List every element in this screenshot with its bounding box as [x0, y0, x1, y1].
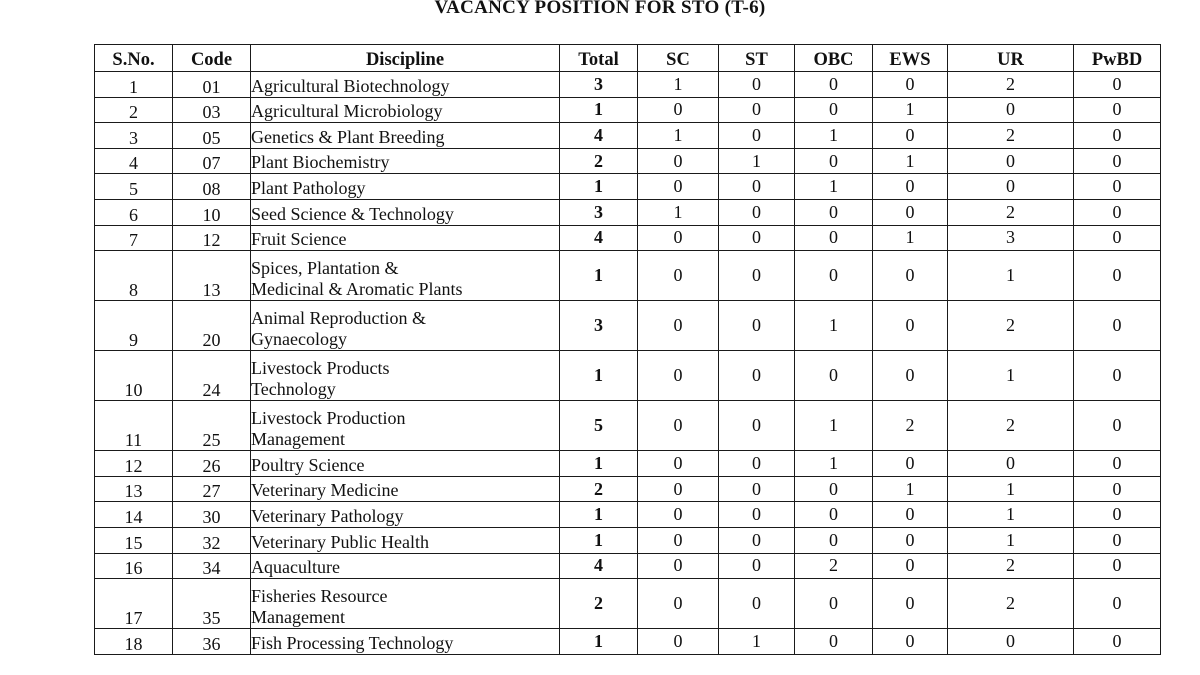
pwbd-cell: 0 — [1074, 451, 1161, 477]
ur-cell: 2 — [948, 199, 1074, 225]
obc-cell: 0 — [795, 502, 873, 528]
sc-cell: 0 — [638, 174, 719, 200]
ur-cell: 1 — [948, 351, 1074, 401]
discipline-line: Medicinal & Aromatic Plants — [251, 279, 463, 300]
pwbd-cell: 0 — [1074, 476, 1161, 502]
header-row — [95, 45, 1161, 72]
st-cell: 0 — [719, 451, 795, 477]
discipline-line: Fisheries Resource — [251, 586, 388, 607]
code-cell: 34 — [173, 553, 251, 579]
ews-cell: 0 — [873, 72, 948, 98]
table-row — [95, 123, 1161, 149]
obc-cell: 0 — [795, 476, 873, 502]
discipline-cell — [251, 251, 560, 301]
discipline-line: Livestock Production — [251, 408, 406, 429]
discipline-line: Genetics & Plant Breeding — [251, 126, 445, 147]
discipline-cell — [251, 351, 560, 401]
discipline-cell — [251, 225, 560, 251]
code-cell: 03 — [173, 97, 251, 123]
sno-cell: 6 — [95, 199, 173, 225]
st-cell: 0 — [719, 72, 795, 98]
ur-cell: 2 — [948, 123, 1074, 149]
obc-cell: 0 — [795, 251, 873, 301]
ews-cell: 1 — [873, 476, 948, 502]
total-cell: 1 — [560, 174, 638, 200]
sc-cell: 0 — [638, 301, 719, 351]
st-cell: 0 — [719, 476, 795, 502]
code-cell: 05 — [173, 123, 251, 149]
sno-cell: 14 — [95, 502, 173, 528]
ur-cell: 1 — [948, 251, 1074, 301]
obc-cell: 0 — [795, 225, 873, 251]
pwbd-cell: 0 — [1074, 527, 1161, 553]
pwbd-cell: 0 — [1074, 629, 1161, 655]
discipline-cell — [251, 148, 560, 174]
discipline-cell — [251, 476, 560, 502]
table-row — [95, 97, 1161, 123]
sno-cell: 1 — [95, 72, 173, 98]
st-cell: 0 — [719, 401, 795, 451]
total-cell: 2 — [560, 579, 638, 629]
obc-cell: 1 — [795, 301, 873, 351]
table-row — [95, 199, 1161, 225]
discipline-cell — [251, 97, 560, 123]
table-row — [95, 351, 1161, 401]
obc-cell: 0 — [795, 199, 873, 225]
ews-cell: 2 — [873, 401, 948, 451]
discipline-line: Gynaecology — [251, 329, 347, 350]
ur-cell: 0 — [948, 97, 1074, 123]
code-cell: 10 — [173, 199, 251, 225]
ur-cell: 1 — [948, 527, 1074, 553]
st-cell: 0 — [719, 123, 795, 149]
code-cell: 35 — [173, 579, 251, 629]
header-code: Code — [173, 45, 251, 72]
discipline-cell — [251, 199, 560, 225]
discipline-line: Livestock Products — [251, 358, 390, 379]
sno-cell: 4 — [95, 148, 173, 174]
sc-cell: 0 — [638, 476, 719, 502]
header-total: Total — [560, 45, 638, 72]
discipline-line: Spices, Plantation & — [251, 258, 399, 279]
total-cell: 3 — [560, 199, 638, 225]
discipline-cell — [251, 629, 560, 655]
pwbd-cell: 0 — [1074, 553, 1161, 579]
ur-cell: 2 — [948, 301, 1074, 351]
ur-cell: 0 — [948, 148, 1074, 174]
sno-cell: 3 — [95, 123, 173, 149]
ur-cell: 0 — [948, 174, 1074, 200]
st-cell: 0 — [719, 174, 795, 200]
sc-cell: 0 — [638, 502, 719, 528]
sno-cell: 11 — [95, 401, 173, 451]
pwbd-cell: 0 — [1074, 174, 1161, 200]
table-row — [95, 174, 1161, 200]
sc-cell: 0 — [638, 553, 719, 579]
discipline-cell — [251, 451, 560, 477]
discipline-cell — [251, 123, 560, 149]
obc-cell: 0 — [795, 579, 873, 629]
total-cell: 2 — [560, 476, 638, 502]
sc-cell: 0 — [638, 629, 719, 655]
sno-cell: 5 — [95, 174, 173, 200]
code-cell: 12 — [173, 225, 251, 251]
table-body — [95, 72, 1161, 655]
pwbd-cell: 0 — [1074, 148, 1161, 174]
st-cell: 0 — [719, 502, 795, 528]
header-ur: UR — [948, 45, 1074, 72]
header-sno: S.No. — [95, 45, 173, 72]
st-cell: 0 — [719, 301, 795, 351]
obc-cell: 0 — [795, 629, 873, 655]
ews-cell: 0 — [873, 451, 948, 477]
pwbd-cell: 0 — [1074, 97, 1161, 123]
discipline-cell — [251, 527, 560, 553]
ews-cell: 0 — [873, 199, 948, 225]
code-cell: 13 — [173, 251, 251, 301]
header-sc: SC — [638, 45, 719, 72]
discipline-line: Agricultural Biotechnology — [251, 75, 450, 96]
obc-cell: 1 — [795, 174, 873, 200]
discipline-cell — [251, 174, 560, 200]
total-cell: 1 — [560, 251, 638, 301]
st-cell: 0 — [719, 251, 795, 301]
code-cell: 30 — [173, 502, 251, 528]
sc-cell: 0 — [638, 97, 719, 123]
sno-cell: 17 — [95, 579, 173, 629]
ur-cell: 2 — [948, 72, 1074, 98]
ews-cell: 1 — [873, 148, 948, 174]
discipline-line: Aquaculture — [251, 557, 340, 578]
ews-cell: 0 — [873, 123, 948, 149]
discipline-line: Fish Processing Technology — [251, 632, 454, 653]
code-cell: 24 — [173, 351, 251, 401]
sno-cell: 16 — [95, 553, 173, 579]
st-cell: 0 — [719, 199, 795, 225]
table-row — [95, 476, 1161, 502]
total-cell: 3 — [560, 301, 638, 351]
obc-cell: 1 — [795, 401, 873, 451]
discipline-line: Management — [251, 429, 345, 450]
table-row — [95, 148, 1161, 174]
discipline-line: Plant Biochemistry — [251, 152, 390, 173]
code-cell: 25 — [173, 401, 251, 451]
ur-cell: 0 — [948, 629, 1074, 655]
discipline-line: Technology — [251, 379, 336, 400]
code-cell: 27 — [173, 476, 251, 502]
total-cell: 1 — [560, 351, 638, 401]
discipline-line: Veterinary Medicine — [251, 480, 399, 501]
pwbd-cell: 0 — [1074, 351, 1161, 401]
sno-cell: 15 — [95, 527, 173, 553]
obc-cell: 0 — [795, 72, 873, 98]
table-row — [95, 629, 1161, 655]
document-title: VACANCY POSITION FOR STO (T-6) — [434, 0, 766, 18]
sc-cell: 0 — [638, 251, 719, 301]
pwbd-cell: 0 — [1074, 301, 1161, 351]
discipline-line: Animal Reproduction & — [251, 308, 426, 329]
discipline-cell — [251, 401, 560, 451]
code-cell: 01 — [173, 72, 251, 98]
obc-cell: 2 — [795, 553, 873, 579]
total-cell: 4 — [560, 225, 638, 251]
sno-cell: 8 — [95, 251, 173, 301]
pwbd-cell: 0 — [1074, 123, 1161, 149]
ews-cell: 0 — [873, 579, 948, 629]
ur-cell: 2 — [948, 401, 1074, 451]
total-cell: 1 — [560, 451, 638, 477]
obc-cell: 1 — [795, 123, 873, 149]
sc-cell: 1 — [638, 123, 719, 149]
st-cell: 0 — [719, 553, 795, 579]
total-cell: 1 — [560, 629, 638, 655]
total-cell: 4 — [560, 123, 638, 149]
header-pwbd: PwBD — [1074, 45, 1161, 72]
ews-cell: 0 — [873, 553, 948, 579]
table-row — [95, 579, 1161, 629]
sc-cell: 0 — [638, 579, 719, 629]
st-cell: 1 — [719, 148, 795, 174]
sc-cell: 0 — [638, 225, 719, 251]
code-cell: 26 — [173, 451, 251, 477]
discipline-cell — [251, 579, 560, 629]
discipline-line: Fruit Science — [251, 229, 347, 250]
st-cell: 1 — [719, 629, 795, 655]
sc-cell: 0 — [638, 148, 719, 174]
discipline-cell — [251, 72, 560, 98]
sno-cell: 10 — [95, 351, 173, 401]
sno-cell: 9 — [95, 301, 173, 351]
ews-cell: 0 — [873, 301, 948, 351]
obc-cell: 1 — [795, 451, 873, 477]
ews-cell: 1 — [873, 97, 948, 123]
table-row — [95, 527, 1161, 553]
table-row — [95, 451, 1161, 477]
pwbd-cell: 0 — [1074, 72, 1161, 98]
pwbd-cell: 0 — [1074, 579, 1161, 629]
code-cell: 20 — [173, 301, 251, 351]
table-row — [95, 251, 1161, 301]
sno-cell: 2 — [95, 97, 173, 123]
discipline-line: Veterinary Pathology — [251, 505, 404, 526]
ur-cell: 2 — [948, 553, 1074, 579]
sc-cell: 0 — [638, 451, 719, 477]
discipline-cell — [251, 553, 560, 579]
pwbd-cell: 0 — [1074, 502, 1161, 528]
discipline-line: Veterinary Public Health — [251, 531, 429, 552]
total-cell: 1 — [560, 97, 638, 123]
table-row — [95, 502, 1161, 528]
total-cell: 4 — [560, 553, 638, 579]
discipline-cell — [251, 502, 560, 528]
st-cell: 0 — [719, 579, 795, 629]
pwbd-cell: 0 — [1074, 199, 1161, 225]
obc-cell: 0 — [795, 148, 873, 174]
sno-cell: 13 — [95, 476, 173, 502]
ur-cell: 0 — [948, 451, 1074, 477]
obc-cell: 0 — [795, 527, 873, 553]
sc-cell: 0 — [638, 401, 719, 451]
sno-cell: 18 — [95, 629, 173, 655]
discipline-cell — [251, 301, 560, 351]
pwbd-cell: 0 — [1074, 251, 1161, 301]
discipline-line: Seed Science & Technology — [251, 203, 454, 224]
st-cell: 0 — [719, 97, 795, 123]
pwbd-cell: 0 — [1074, 401, 1161, 451]
obc-cell: 0 — [795, 351, 873, 401]
total-cell: 5 — [560, 401, 638, 451]
ur-cell: 1 — [948, 502, 1074, 528]
sc-cell: 1 — [638, 199, 719, 225]
vacancy-table — [94, 44, 1161, 655]
ews-cell: 0 — [873, 174, 948, 200]
total-cell: 2 — [560, 148, 638, 174]
total-cell: 1 — [560, 502, 638, 528]
code-cell: 32 — [173, 527, 251, 553]
table-row — [95, 72, 1161, 98]
sc-cell: 1 — [638, 72, 719, 98]
st-cell: 0 — [719, 225, 795, 251]
discipline-line: Plant Pathology — [251, 177, 366, 198]
code-cell: 36 — [173, 629, 251, 655]
table-row — [95, 225, 1161, 251]
st-cell: 0 — [719, 351, 795, 401]
sno-cell: 7 — [95, 225, 173, 251]
ur-cell: 3 — [948, 225, 1074, 251]
header-st: ST — [719, 45, 795, 72]
header-obc: OBC — [795, 45, 873, 72]
code-cell: 08 — [173, 174, 251, 200]
total-cell: 3 — [560, 72, 638, 98]
total-cell: 1 — [560, 527, 638, 553]
ur-cell: 1 — [948, 476, 1074, 502]
ews-cell: 0 — [873, 502, 948, 528]
sno-cell: 12 — [95, 451, 173, 477]
ews-cell: 0 — [873, 629, 948, 655]
pwbd-cell: 0 — [1074, 225, 1161, 251]
header-discipline: Discipline — [251, 45, 560, 72]
ews-cell: 0 — [873, 251, 948, 301]
st-cell: 0 — [719, 527, 795, 553]
table-row — [95, 301, 1161, 351]
table-row — [95, 401, 1161, 451]
ews-cell: 0 — [873, 527, 948, 553]
ur-cell: 2 — [948, 579, 1074, 629]
ews-cell: 1 — [873, 225, 948, 251]
header-ews: EWS — [873, 45, 948, 72]
code-cell: 07 — [173, 148, 251, 174]
sc-cell: 0 — [638, 527, 719, 553]
discipline-line: Management — [251, 607, 345, 628]
table-row — [95, 553, 1161, 579]
discipline-line: Poultry Science — [251, 454, 365, 475]
sc-cell: 0 — [638, 351, 719, 401]
obc-cell: 0 — [795, 97, 873, 123]
discipline-line: Agricultural Microbiology — [251, 101, 443, 122]
ews-cell: 0 — [873, 351, 948, 401]
